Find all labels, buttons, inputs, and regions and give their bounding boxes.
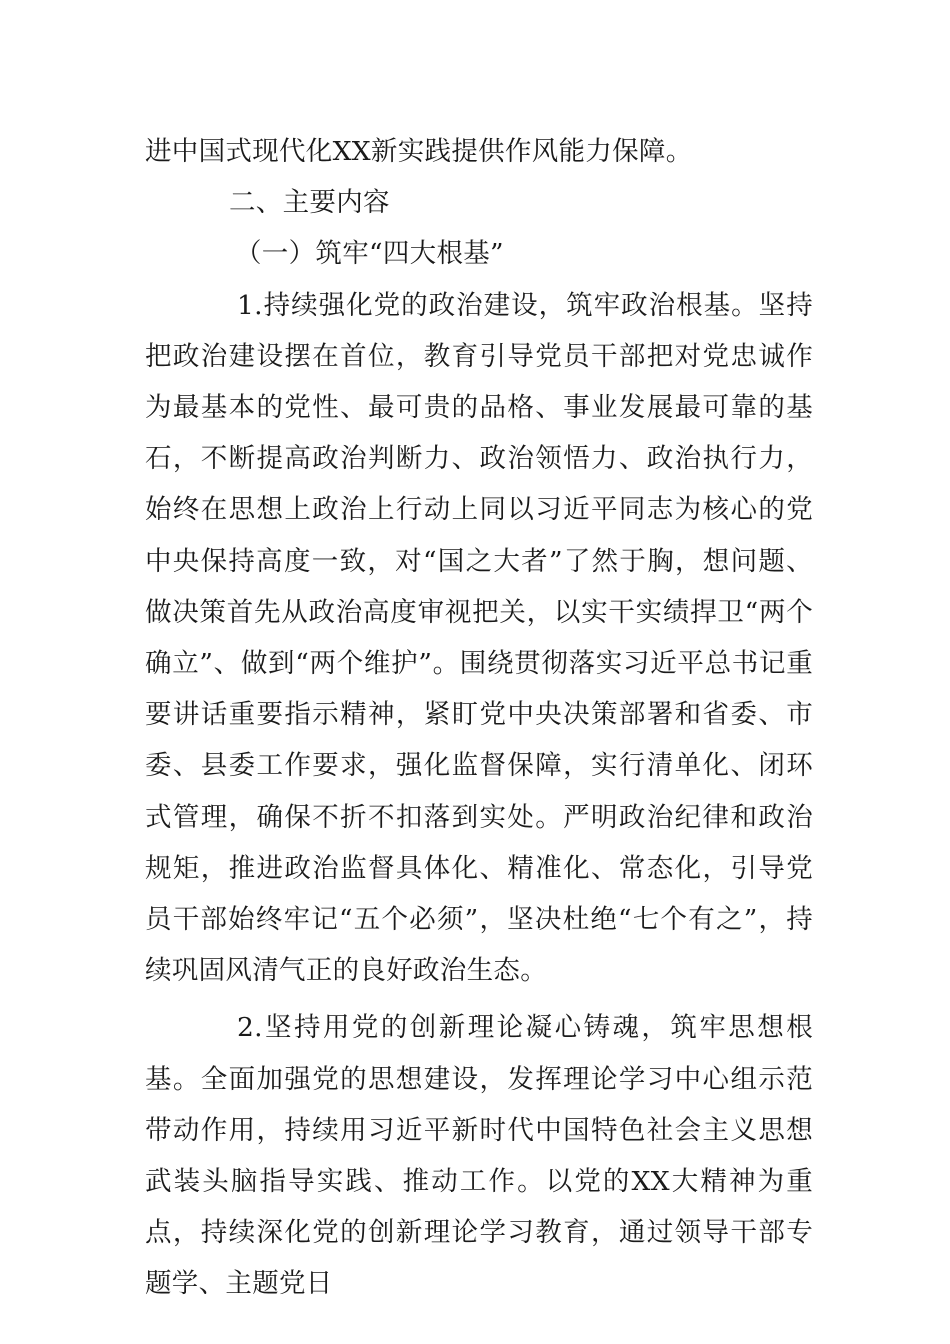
continuation-paragraph: 进中国式现代化XX新实践提供作风能力保障。 [145,136,693,167]
document-body [145,126,813,1310]
subsection-heading: （一）筑牢“四大根基” [235,238,504,270]
paragraph-ideological-foundation: 2.坚持用党的创新理论凝心铸魂，筑牢思想根基。全面加强党的思想建设，发挥理论学习中心组示范带动作用，持续用习近平新时代中国特色社会主义思想武装头脑指导实践、推动工作。以党的XX大精神为重点，持续深化党的创新理论学习教育，通过领导干部专题学、主题党日 [145,1012,813,1300]
section-heading: 二、主要内容 [229,187,390,219]
paragraph-political-foundation: 1.持续强化党的政治建设，筑牢政治根基。坚持把政治建设摆在首位，教育引导党员干部把对党忠诚作为最基本的党性、最可贵的品格、事业发展最可靠的基石，不断提高政治判断力、政治领悟力、政治执行力，始终在思想上政治上行动上同以习近平同志为核心的党中央保持高度一致，对“国之大者”了然于胸，想问题、做决策首先从政治高度审视把关，以实干实绩捍卫“两个确立”、做到“两个维护”。围绕贯彻落实习近平总书记重要讲话重要指示精神，紧盯党中央决策部署和省委、市委、县委工作要求，强化监督保障，实行清单化、闭环式管理，确保不折不扣落到实处。严明政治纪律和政治规矩，推进政治监督具体化、精准化、常态化，引导党员干部始终牢记“五个必须”，坚决杜绝“七个有之”，持续巩固风清气正的良好政治生态。 [145,289,814,987]
